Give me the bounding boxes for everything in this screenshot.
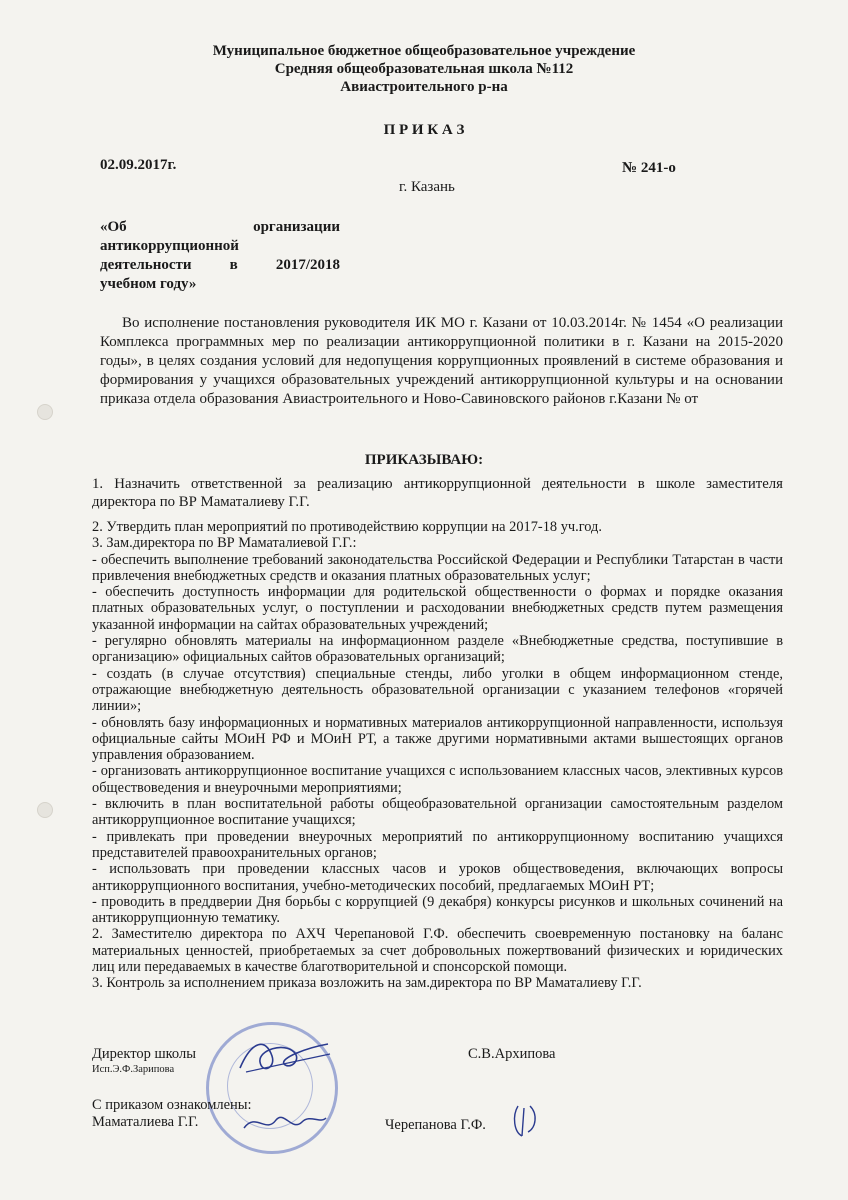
order-item: 1. Назначить ответственной за реализацию антикоррупционной деятельности в школе заместителя директора по ВР Маматалиеву Г.Г. (92, 476, 783, 510)
subject-word: в (229, 257, 238, 273)
org-name: Муниципальное бюджетное общеобразовательное учреждение (212, 43, 636, 59)
order-bullet: - обеспечить доступность информации для родительской общественности о формах и порядке оказания платных образовательных услуг, о поступлении и расходовании внебюджетных средств путем размещения указанной информации на сайтах образовательных учреждений; (92, 584, 783, 633)
order-bullet: - проводить в преддверии Дня борьбы с коррупцией (9 декабря) конкурсы рисунков и школьных сочинений на антикоррупционную тематику. (92, 893, 783, 927)
order-city: г. Казань (399, 179, 455, 195)
punch-hole (37, 404, 53, 420)
director-name: С.В.Архипова (468, 1046, 556, 1062)
order-bullet: - включить в план воспитательной работы общеобразовательной организации самостоятельным разделом антикоррупционное воспитание учащихся; (92, 796, 783, 829)
order-body (92, 475, 783, 992)
director-signature (232, 1030, 342, 1080)
subject-line: учебном году» (100, 276, 197, 292)
ack-name: Черепанова Г.Ф. (385, 1117, 486, 1133)
order-bullet: - обеспечить выполнение требований законодательства Российской Федерации и Республики Татарстан в части привлечения внебюджетных средств и оказания платных образовательных услуг; (92, 551, 783, 584)
order-item: 2. Заместителю директора по АХЧ Черепановой Г.Ф. обеспечить своевременную постановку на баланс материальных ценностей, приобретаемых за счет добровольных пожертвований физических и юридических лиц или передаваемых в качестве благотворительной и спонсорской помощи. (92, 926, 783, 976)
order-bullet: - создать (в случае отсутствия) специальные стенды, либо уголки в общем информационном стенде, отражающие внебюджетную деятельность образовательной организации с указанием телефонов «горячей линии»; (92, 665, 783, 715)
executor: Исп.Э.Ф.Зарипова (92, 1064, 175, 1075)
subject-word: организации (253, 219, 340, 235)
order-word: ПРИКАЗЫВАЮ: (364, 452, 484, 468)
order-subject (100, 218, 340, 294)
director-label: Директор школы (92, 1046, 196, 1062)
order-bullet: - привлекать при проведении внеурочных мероприятий по антикоррупционному воспитанию учащихся представителей правоохранительных органов; (92, 828, 783, 861)
doc-type: П Р И К А З (383, 122, 465, 138)
subject-line: антикоррупционной (100, 238, 239, 254)
ack-name: Маматалиева Г.Г. (92, 1114, 199, 1130)
punch-hole (37, 802, 53, 818)
order-number: № 241-о (622, 160, 676, 176)
order-bullet: - регулярно обновлять материалы на информационном разделе «Внебюджетные средства, поступившие в организацию» официальных сайтов образовательных организаций; (92, 633, 783, 666)
subject-word: деятельности (100, 257, 192, 273)
preamble (100, 314, 783, 409)
acknowledged-label: С приказом ознакомлены: (92, 1097, 252, 1113)
ack-signature (240, 1108, 330, 1138)
ack-signature (508, 1102, 542, 1140)
school-name: Средняя общеобразовательная школа №112 (274, 61, 574, 77)
preamble-text: Во исполнение постановления руководителя ИК МО г. Казани от 10.03.2014г. № 1454 «О реализации Комплекса программных мер по реализации антикоррупционной политики в г. Казани на 2015-2020 годы», в целях создания условий для недопущения коррупционных проявлений в системе образования и формирования у учащихся образовательных учреждений антикоррупционной культуры и на основании приказа отдела образования Авиастроительного и Ново-Савиновского районов г.Казани № от (100, 315, 783, 407)
order-date: 02.09.2017г. (100, 157, 177, 173)
order-item: 3. Зам.директора по ВР Маматалиевой Г.Г.: (92, 535, 357, 552)
subject-word: 2017/2018 (275, 257, 340, 273)
order-item: 2. Утвердить план мероприятий по противодействию коррупции на 2017-18 уч.год. (92, 519, 602, 535)
order-bullet: - организовать антикоррупционное воспитание учащихся с использованием классных часов, элективных курсов обществоведения и внеурочными мероприятиями; (92, 763, 783, 796)
subject-word: «Об (100, 219, 127, 235)
order-bullet: - использовать при проведении классных часов и уроков обществоведения, включающих вопросы антикоррупционного воспитания, учебно-методических пособий, предлагаемых МОиН РТ; (92, 861, 783, 894)
order-bullet: - обновлять базу информационных и нормативных материалов антикоррупционной направленности, используя официальные сайты МОиН РФ и МОиН РТ, а также другими нормативными актами вышестоящих органов управления образованием. (92, 714, 783, 764)
district-name: Авиастроительного р-на (340, 79, 508, 95)
order-item: 3. Контроль за исполнением приказа возложить на зам.директора по ВР Маматалиеву Г.Г. (92, 975, 642, 992)
